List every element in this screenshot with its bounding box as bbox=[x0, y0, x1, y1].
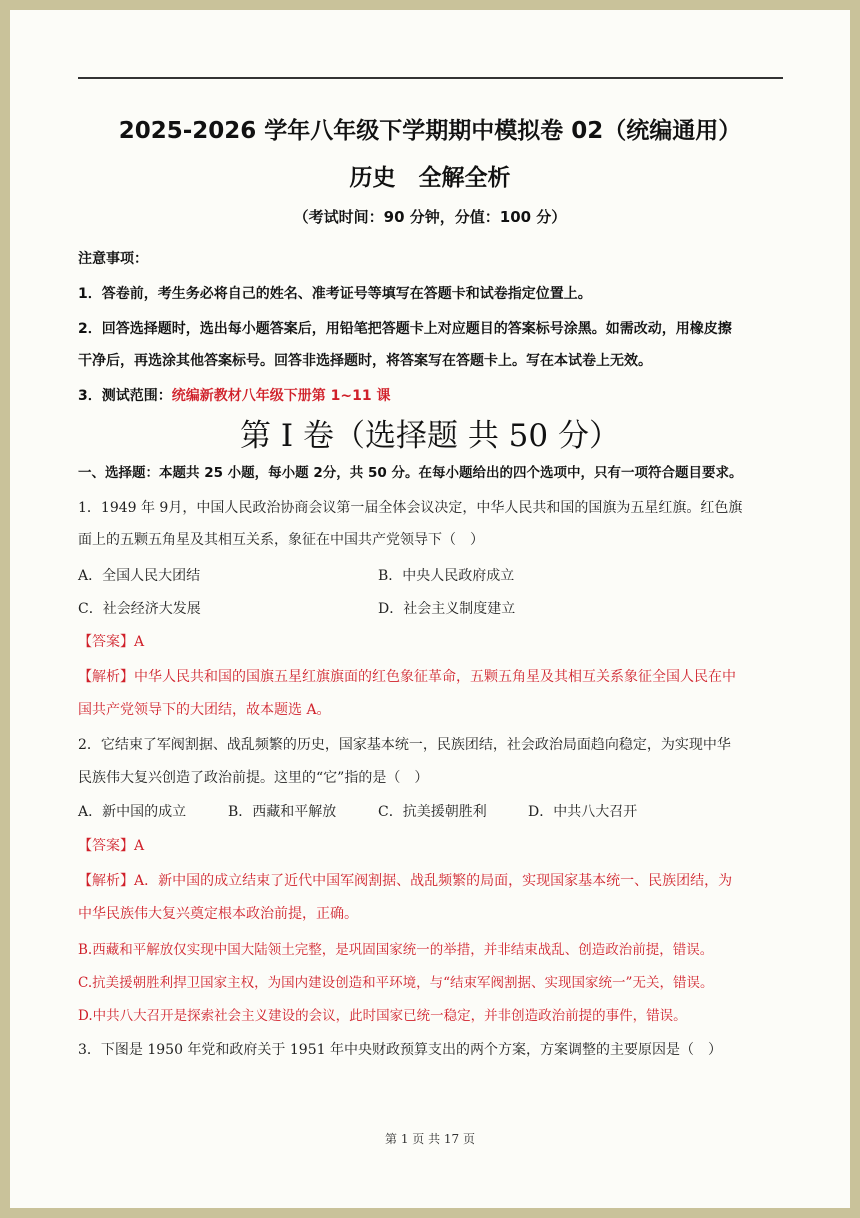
q1-answer bbox=[78, 631, 790, 651]
exam-title: 2025-2026 学年八年级下学期期中模拟卷 02（统编通用） bbox=[118, 118, 742, 144]
note-3-scope: 统编新教材八年级下册第 1~11 课 bbox=[171, 388, 391, 404]
analysis-label: 【解析】 bbox=[78, 669, 134, 685]
q1-option-c: C．社会经济大发展 bbox=[78, 601, 201, 617]
analysis-text: 中华人民共和国的国旗五星红旗旗面的红色象征革命，五颗五角星及其相互关系象征全国人民在中 bbox=[134, 669, 736, 685]
q2-analysis-line-1 bbox=[78, 870, 790, 890]
exam-subtitle: 历史 全解全析 bbox=[349, 165, 511, 191]
answer-label: 【答案】 bbox=[78, 838, 134, 854]
q1-stem-line-1: 1．1949 年 9月，中国人民政治协商会议第一届全体会议决定，中华人民共和国的国旗为五星红旗。红色旗 bbox=[78, 500, 743, 516]
q1-stem-line-2: 面上的五颗五角星及其相互关系，象征在中国共产党领导下（ ） bbox=[78, 532, 484, 548]
q2-analysis-line-5: D.中共八大召开是探索社会主义建设的会议，此时国家已统一稳定，并非创造政治前提的事件，错误。 bbox=[78, 1008, 687, 1024]
q2-analysis-line-3: B.西藏和平解放仅实现中国大陆领土完整，是巩固国家统一的举措，并非结束战乱、创造政治前提，错误。 bbox=[78, 942, 714, 958]
notes-heading: 注意事项： bbox=[78, 251, 148, 267]
header-rule bbox=[78, 77, 783, 79]
q2-analysis-line-2: 中华民族伟大复兴奠定根本政治前提，正确。 bbox=[78, 906, 358, 922]
q1-analysis-line-1 bbox=[78, 666, 790, 686]
answer-value: A bbox=[134, 634, 145, 650]
section-title: 第 I 卷（选择题 共 50 分） bbox=[240, 418, 620, 454]
page-number: 第 1 页 共 17 页 bbox=[385, 1132, 475, 1146]
note-2-line-1: 2．回答选择题时，选出每小题答案后，用铅笔把答题卡上对应题目的答案标号涂黑。如需改动，用橡皮擦 bbox=[78, 321, 732, 337]
analysis-text: A．新中国的成立结束了近代中国军阀割据、战乱频繁的局面，实现国家基本统一、民族团结，为 bbox=[134, 873, 733, 889]
note-3-label: 3．测试范围： bbox=[78, 388, 172, 404]
answer-label: 【答案】 bbox=[78, 634, 134, 650]
document-page bbox=[10, 10, 850, 1208]
q1-option-a: A．全国人民大团结 bbox=[78, 568, 201, 584]
answer-value: A bbox=[134, 838, 145, 854]
q1-option-d: D．社会主义制度建立 bbox=[378, 601, 516, 617]
q2-option-b: B．西藏和平解放 bbox=[228, 804, 337, 820]
note-2-line-2: 干净后，再选涂其他答案标号。回答非选择题时，将答案写在答题卡上。写在本试卷上无效。 bbox=[78, 353, 652, 369]
q2-analysis-line-4: C.抗美援朝胜利捍卫国家主权，为国内建设创造和平环境，与“结束军阀割据、实现国家统一”无关，错误。 bbox=[78, 975, 714, 991]
analysis-label: 【解析】 bbox=[78, 873, 134, 889]
exam-info: （考试时间：90 分钟，分值：100 分） bbox=[293, 208, 567, 226]
note-3 bbox=[78, 385, 790, 405]
q2-stem-line-2: 民族伟大复兴创造了政治前提。这里的“它”指的是（ ） bbox=[78, 770, 429, 786]
q2-option-d: D．中共八大召开 bbox=[528, 804, 638, 820]
q2-option-c: C．抗美援朝胜利 bbox=[378, 804, 487, 820]
q2-stem-line-1: 2．它结束了军阀割据、战乱频繁的历史，国家基本统一，民族团结，社会政治局面趋向稳定，为实现中华 bbox=[78, 737, 731, 753]
q2-option-a: A．新中国的成立 bbox=[78, 804, 187, 820]
section-instructions: 一、选择题：本题共 25 小题，每小题 2分，共 50 分。在每小题给出的四个选项中，只有一项符合题目要求。 bbox=[78, 465, 743, 481]
note-1: 1．答卷前，考生务必将自己的姓名、准考证号等填写在答题卡和试卷指定位置上。 bbox=[78, 286, 592, 302]
q1-option-b: B．中央人民政府成立 bbox=[378, 568, 515, 584]
q1-analysis-line-2: 国共产党领导下的大团结，故本题选 A。 bbox=[78, 702, 331, 718]
q3-stem: 3．下图是 1950 年党和政府关于 1951 年中央财政预算支出的两个方案，方案调整的主要原因是（ ） bbox=[78, 1042, 722, 1058]
q2-answer bbox=[78, 835, 790, 855]
